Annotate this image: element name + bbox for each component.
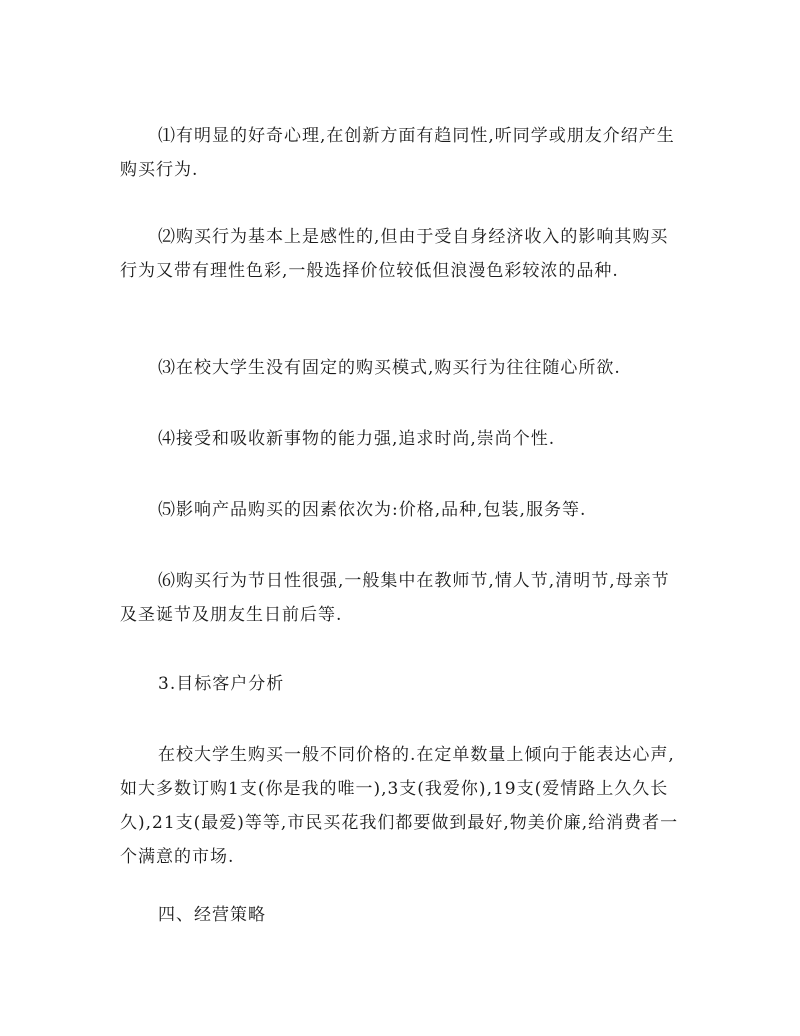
paragraph-5: ⑸影响产品购买的因素依次为:价格,品种,包装,服务等. xyxy=(158,500,587,520)
section-heading-target-customers: 3.目标客户分析 xyxy=(158,674,285,694)
paragraph-1: ⑴有明显的好奇心理,在创新方面有趋同性,听同学或朋友介绍产生购买行为. xyxy=(120,126,675,180)
paragraph-4: ⑷接受和吸收新事物的能力强,追求时尚,崇尚个性. xyxy=(158,429,556,449)
section-body-target-customers: 在校大学生购买一般不同价格的.在定单数量上倾向于能表达心声,如大多数订购1支(你是我的唯一),3支(我爱你),19支(爱情路上久久长久),21支(最爱)等等,市民买花我们都要做到最好,物美价廉,给消费者一个满意的市场. xyxy=(120,745,679,867)
section-heading-business-strategy: 四、经营策略 xyxy=(158,905,266,925)
paragraph-2: ⑵购买行为基本上是感性的,但由于受自身经济收入的影响其购买行为又带有理性色彩,一般选择价位较低但浪漫色彩较浓的品种. xyxy=(120,227,669,281)
paragraph-6: ⑹购买行为节日性很强,一般集中在教师节,情人节,清明节,母亲节及圣诞节及朋友生日前后等. xyxy=(120,571,670,625)
paragraph-3: ⑶在校大学生没有固定的购买模式,购买行为往往随心所欲. xyxy=(158,358,621,378)
